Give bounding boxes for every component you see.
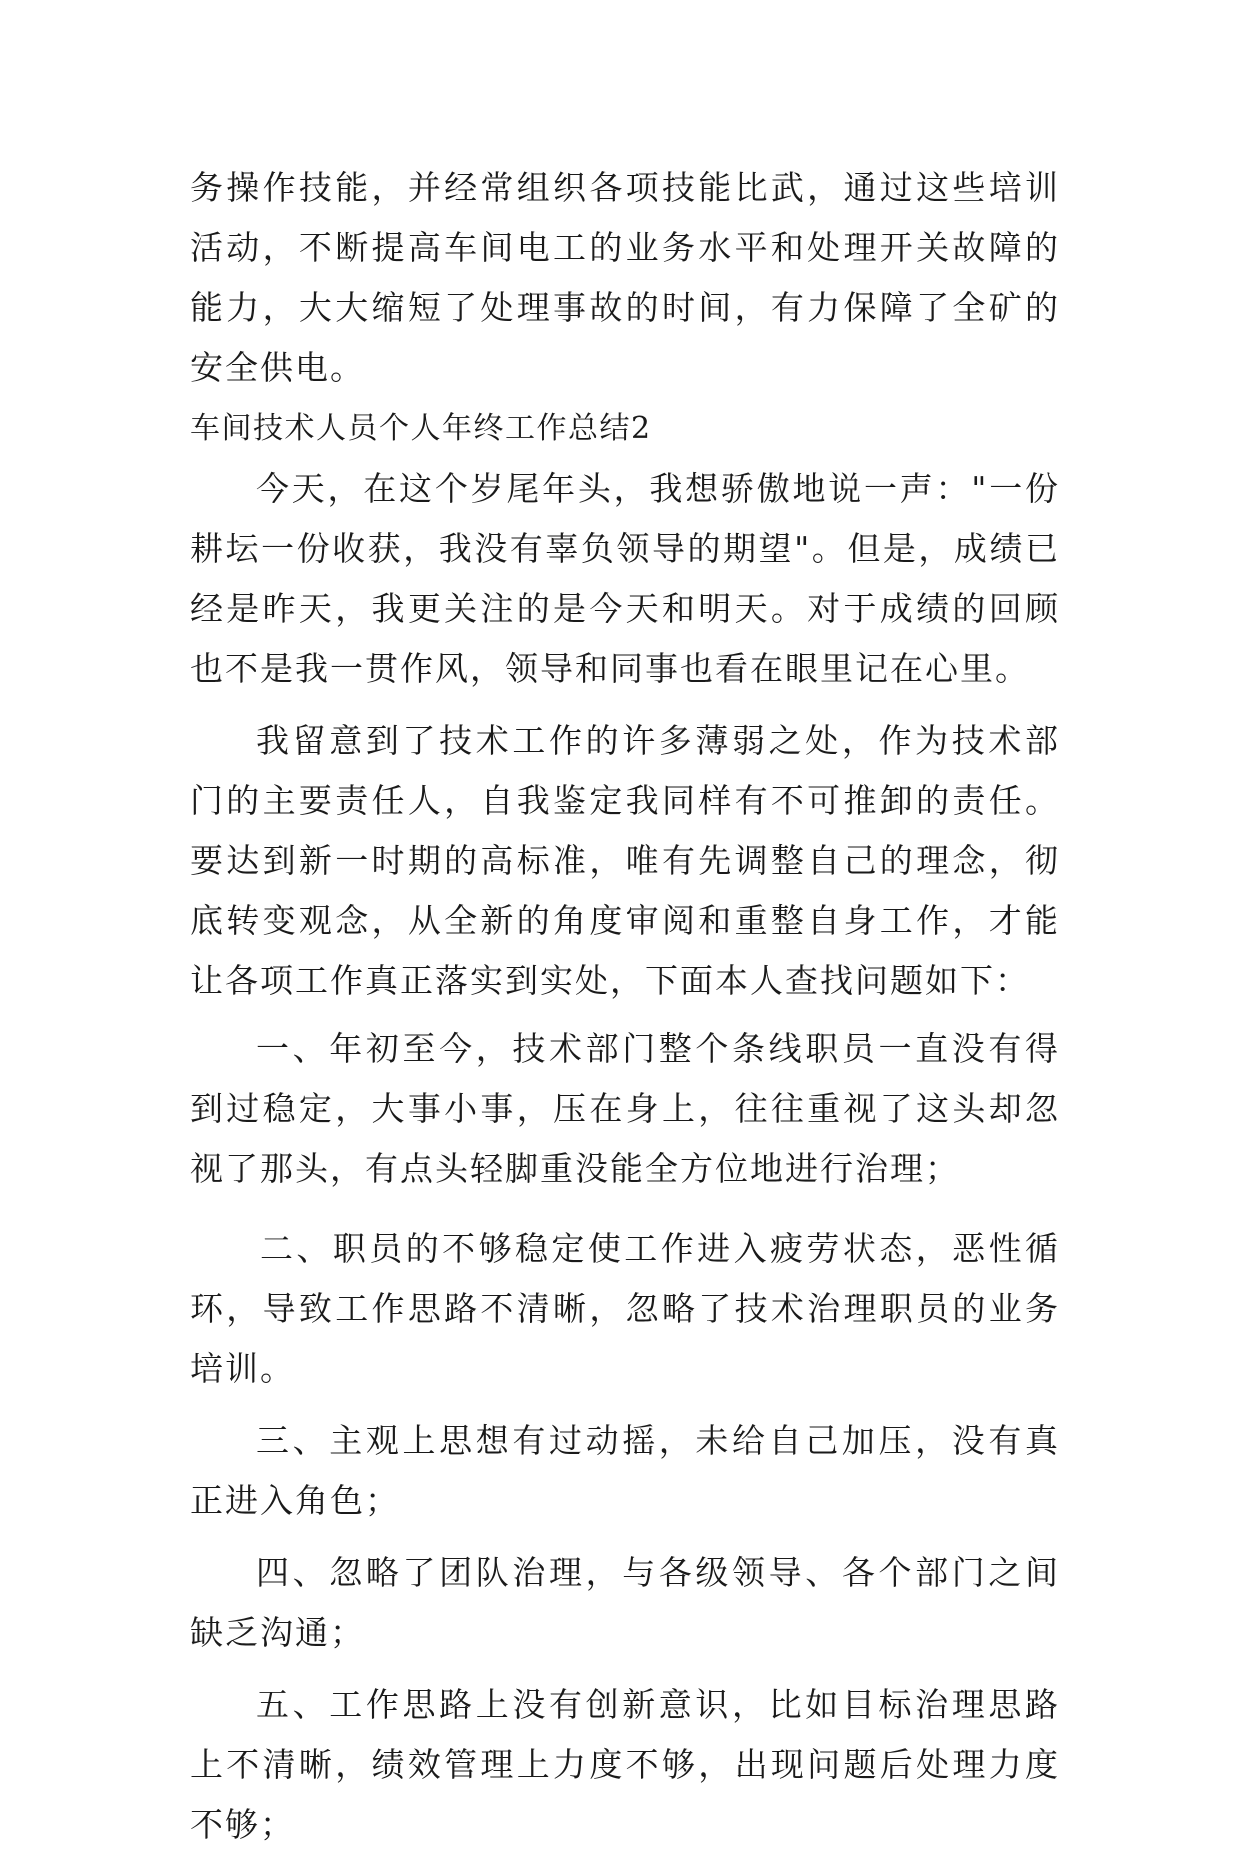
problem-item-5: 五、工作思路上没有创新意识，比如目标治理思路上不清晰，绩效管理上力度不够，出现问题后处理力度不够；: [190, 1685, 1060, 1844]
continued-paragraph: 务操作技能，并经常组织各项技能比武，通过这些培训活动，不断提高车间电工的业务水平和处理开关故障的能力，大大缩短了处理事故的时间，有力保障了全矿的安全供电。: [190, 168, 1060, 387]
paragraph-weaknesses: 我留意到了技术工作的许多薄弱之处，作为技术部门的主要责任人，自我鉴定我同样有不可推卸的责任。要达到新一时期的高标准，唯有先调整自己的理念，彻底转变观念，从全新的角度审阅和重整自身工作，才能让各项工作真正落实到实处，下面本人查找问题如下：: [190, 721, 1060, 1000]
problem-item-4: 四、忽略了团队治理，与各级领导、各个部门之间缺乏沟通；: [190, 1553, 1060, 1652]
problem-item-2: 二、职员的不够稳定使工作进入疲劳状态，恶性循环，导致工作思路不清晰，忽略了技术治理职员的业务培训。: [190, 1229, 1060, 1388]
problem-item-3: 三、主观上思想有过动摇，未给自己加压，没有真正进入角色；: [190, 1421, 1060, 1520]
document-body: [190, 158, 1060, 1855]
section-title: 车间技术人员个人年终工作总结2: [190, 411, 652, 446]
paragraph-intro: 今天，在这个岁尾年头，我想骄傲地说一声："一份耕坛一份收获，我没有辜负领导的期望"。但是，成绩已经是昨天，我更关注的是今天和明天。对于成绩的回顾也不是我一贯作风，领导和同事也看在眼里记在心里。: [190, 469, 1060, 688]
problem-item-1: 一、年初至今，技术部门整个条线职员一直没有得到过稳定，大事小事，压在身上，往往重视了这头却忽视了那头，有点头轻脚重没能全方位地进行治理；: [190, 1029, 1060, 1188]
